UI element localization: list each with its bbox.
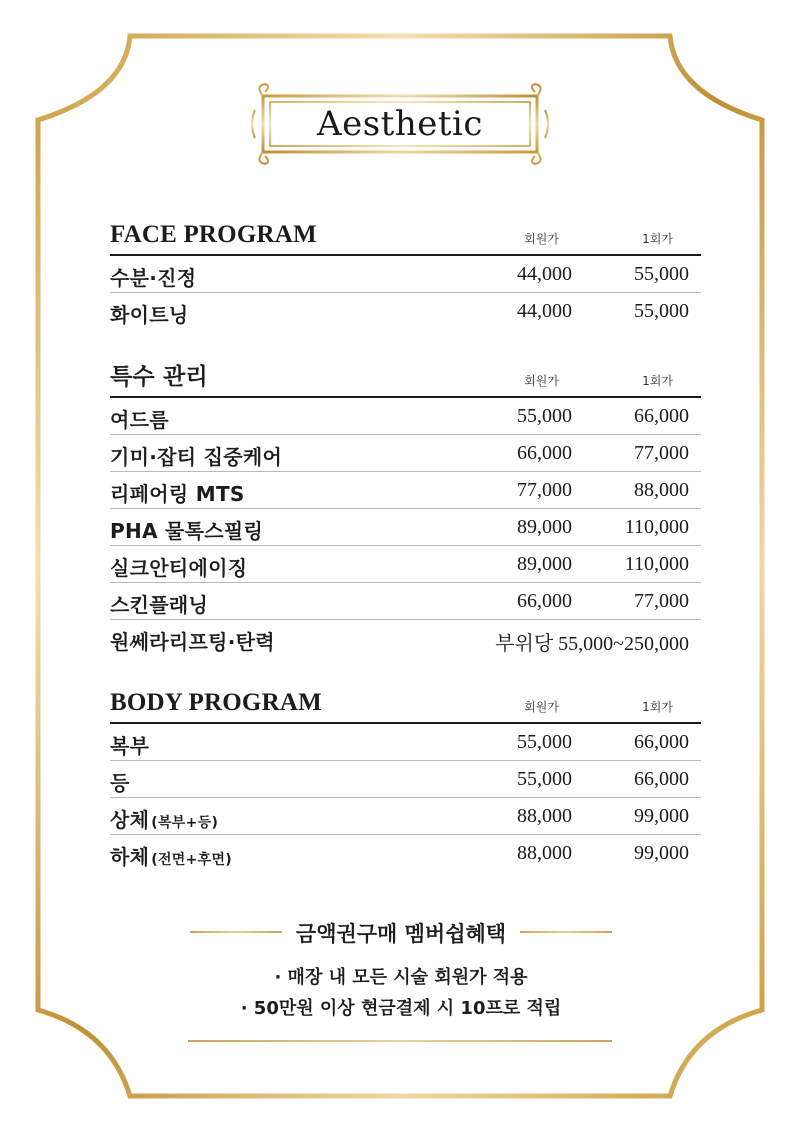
price-row [110,724,701,761]
single-price: 99,000 [634,842,689,864]
treatment-name: 복부 [110,734,150,758]
membership-benefit-header [190,914,612,950]
column-header-member-price: 회원가 [524,232,559,246]
member-price: 89,000 [517,516,572,538]
section-title: 특수 관리 [110,364,208,390]
column-header-single-price: 1회가 [642,374,673,388]
single-price: 66,000 [634,731,689,753]
page-title: Aesthetic [317,104,483,144]
benefit-item: · 50만원 이상 현금결제 시 10프로 적립 [240,998,562,1019]
column-header-single-price: 1회가 [642,232,673,246]
member-price: 66,000 [517,442,572,464]
treatment-name: 실크안티에이징 [110,556,248,580]
price-row [110,398,701,435]
column-header-member-price: 회원가 [524,700,559,714]
title-plate [260,88,540,160]
member-price: 89,000 [517,553,572,575]
treatment-name [110,804,218,833]
price-row [110,835,701,871]
treatment-name-main: 하체 [110,845,150,869]
member-price: 66,000 [517,590,572,612]
treatment-name-main: 상체 [110,808,150,832]
price-row [110,583,701,620]
section-special-care [110,362,701,656]
column-header-single-price: 1회가 [642,700,673,714]
section-title: BODY PROGRAM [110,689,322,716]
price-row [110,509,701,546]
divider [520,931,612,933]
price-row [110,293,701,329]
section-header [110,362,701,398]
treatment-name-detail: (복부+등) [151,815,219,831]
section-header [110,220,701,256]
single-price: 66,000 [634,405,689,427]
member-price: 55,000 [517,405,572,427]
single-price: 77,000 [634,590,689,612]
price-row [110,546,701,583]
section-title: FACE PROGRAM [110,221,317,248]
membership-benefit-title: 금액권구매 멤버쉽혜택 [295,922,507,946]
single-price: 66,000 [634,768,689,790]
price-row [110,798,701,835]
single-price: 110,000 [624,516,689,538]
column-header-member-price: 회원가 [524,374,559,388]
treatment-name: PHA 물톡스필링 [110,519,264,543]
member-price: 55,000 [517,731,572,753]
member-price: 88,000 [517,842,572,864]
member-price: 44,000 [517,300,572,322]
section-face-program [110,220,701,329]
section-header [110,688,701,724]
single-price: 77,000 [634,442,689,464]
price-row [110,620,701,656]
single-price: 55,000 [634,263,689,285]
member-price: 44,000 [517,263,572,285]
price-row [110,761,701,798]
treatment-name: 화이트닝 [110,303,189,327]
single-price: 55,000 [634,300,689,322]
treatment-name-detail: (전면+후면) [151,852,232,868]
benefit-item: · 매장 내 모든 시술 회원가 적용 [274,967,528,988]
single-price: 110,000 [624,553,689,575]
treatment-name: 리페어링 MTS [110,482,245,506]
member-price: 88,000 [517,805,572,827]
treatment-name: 원쎄라리프팅·탄력 [110,630,275,654]
single-price: 88,000 [634,479,689,501]
treatment-name: 여드름 [110,408,169,432]
member-price: 55,000 [517,768,572,790]
price-row [110,256,701,293]
price-range: 부위당 55,000~250,000 [495,633,689,655]
price-row [110,472,701,509]
treatment-name: 등 [110,771,130,795]
price-row [110,435,701,472]
treatment-name [110,841,232,870]
single-price: 99,000 [634,805,689,827]
treatment-name: 수분·진정 [110,266,197,290]
divider [188,1040,612,1042]
treatment-name: 기미·잡티 집중케어 [110,445,283,469]
member-price: 77,000 [517,479,572,501]
membership-benefit-list [190,962,612,1024]
treatment-name: 스킨플래닝 [110,593,209,617]
section-body-program [110,688,701,871]
